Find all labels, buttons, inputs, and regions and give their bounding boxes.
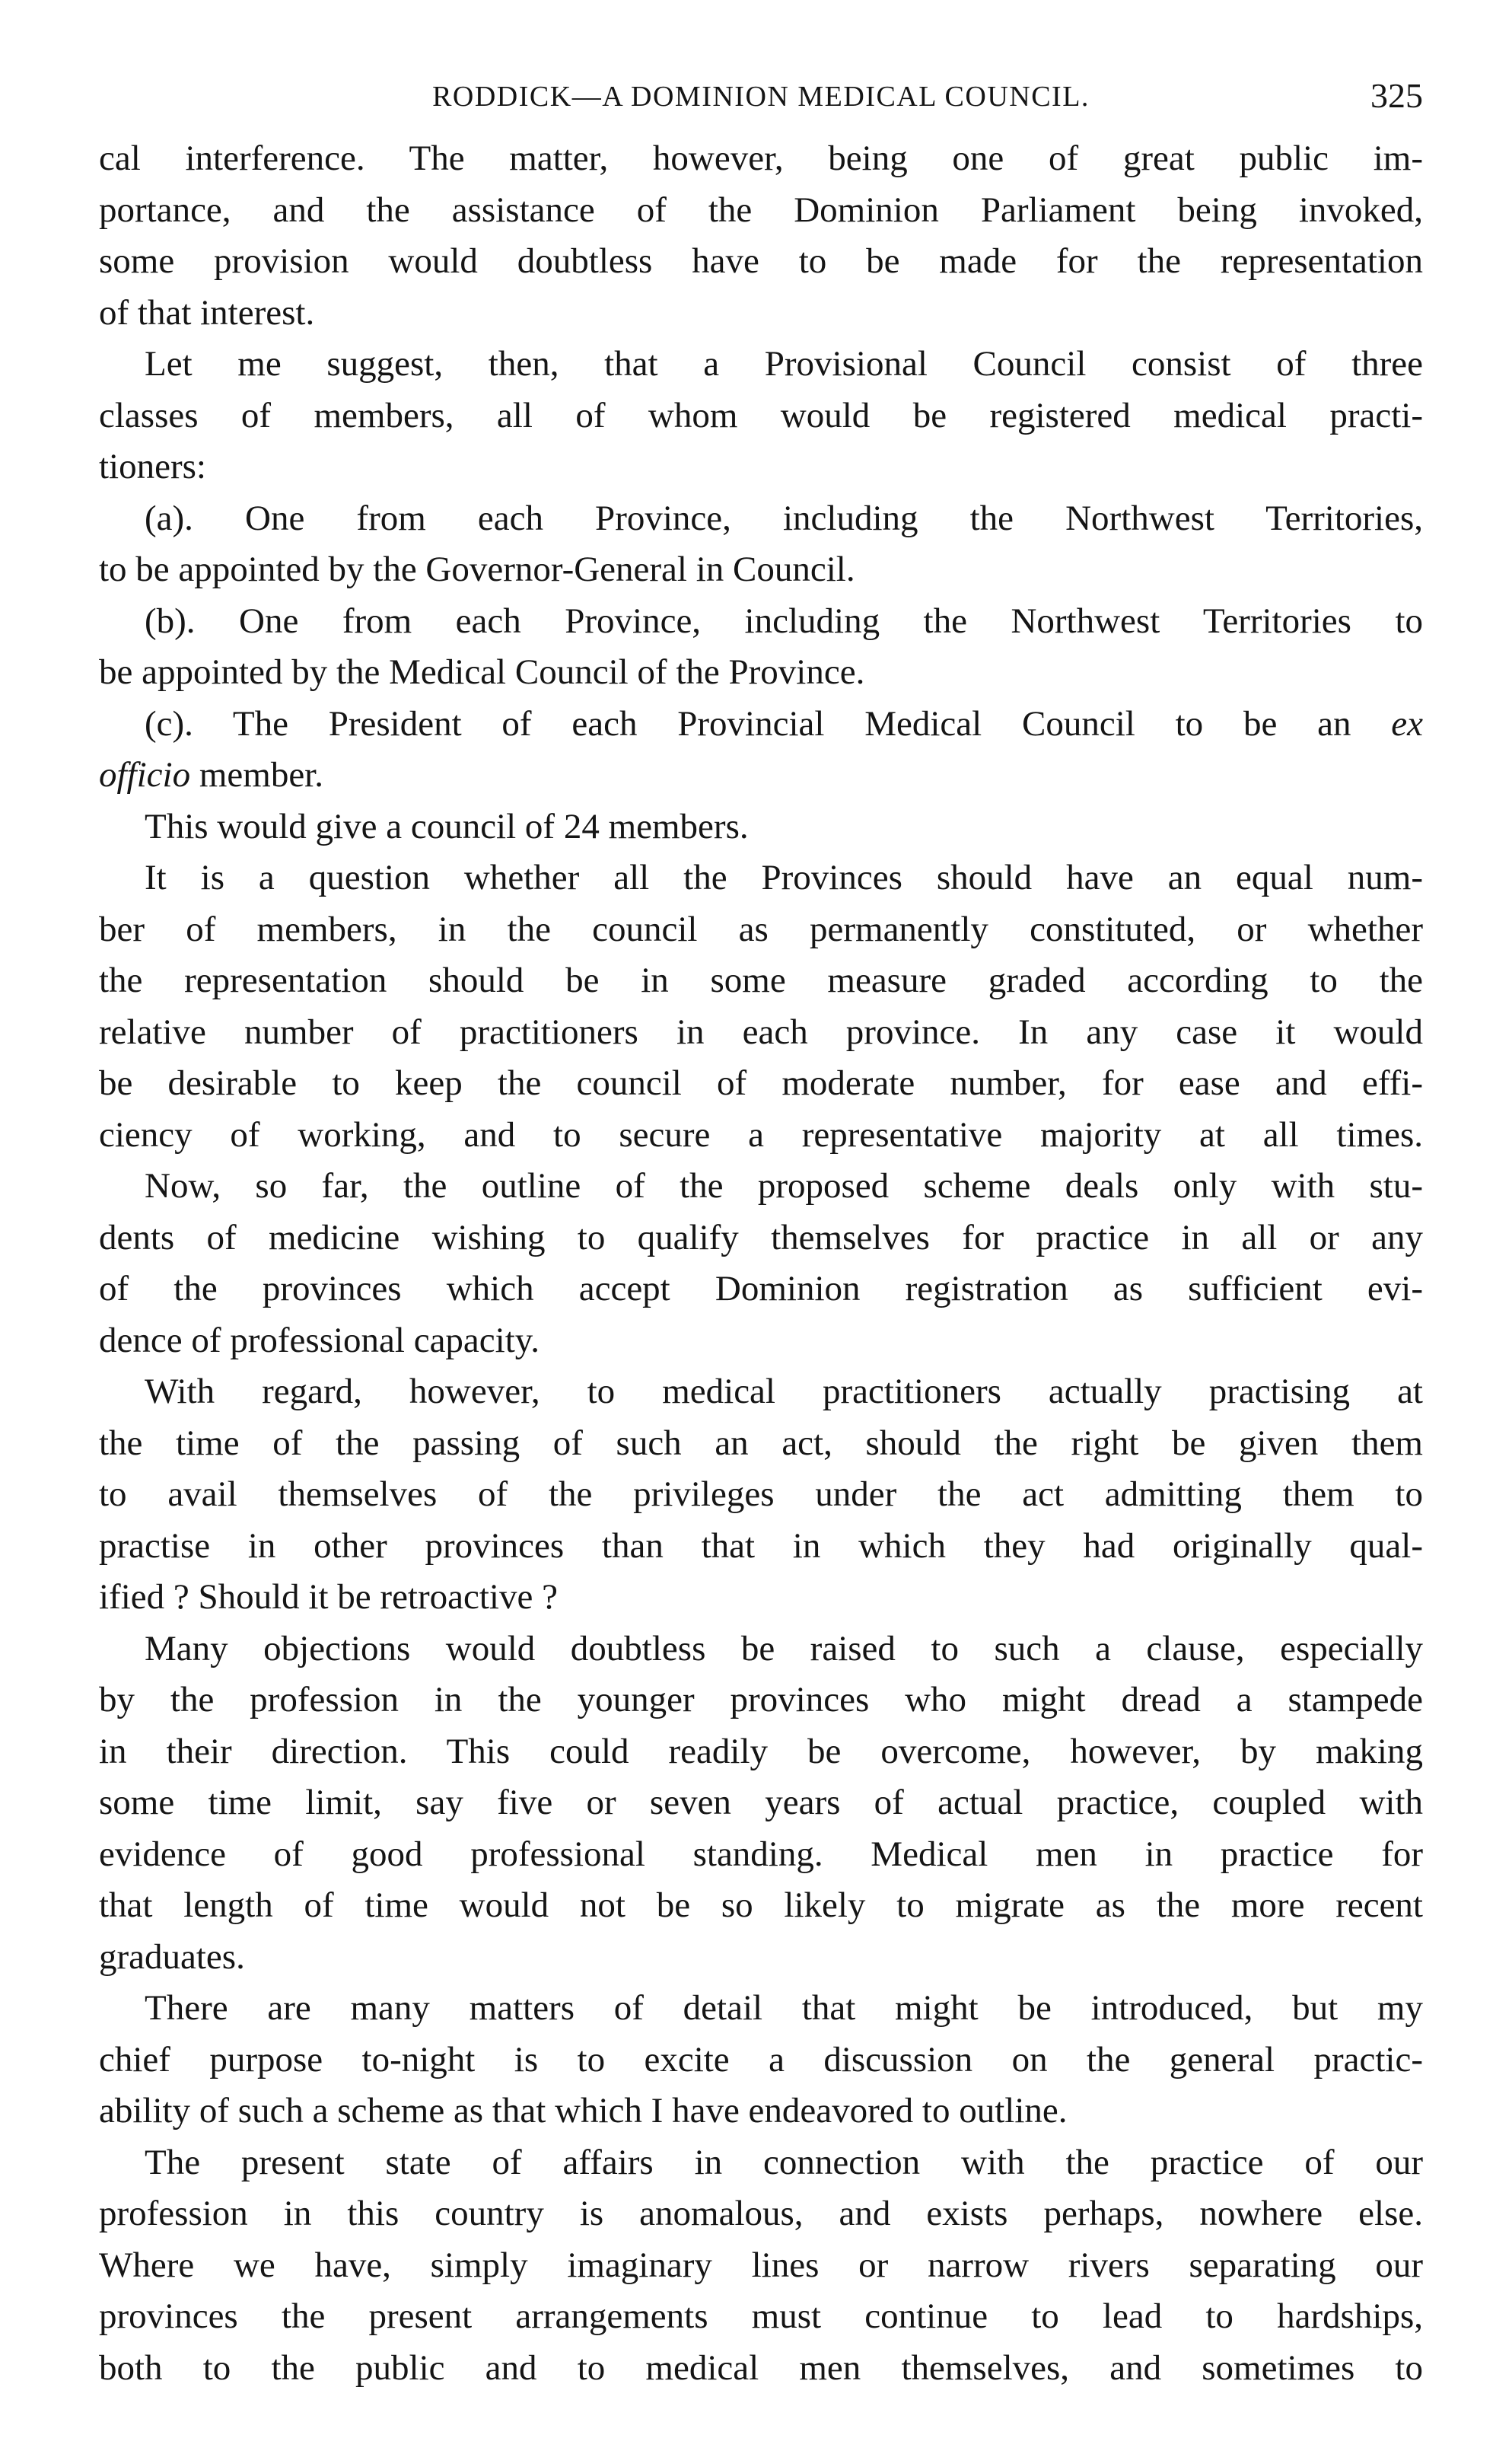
text-line: be desirable to keep the council of moderate number, for ease and effi- — [99, 1063, 1423, 1103]
text-line: be appointed by the Medical Council of the Province. — [99, 652, 865, 692]
text-line: cal interference. The matter, however, being one of great public im- — [99, 139, 1423, 178]
text-span: member. — [199, 755, 323, 795]
paragraph-12 — [99, 2137, 1423, 2395]
paragraph-4 — [99, 596, 1423, 699]
text-line: The present state of affairs in connection with the practice of our — [145, 2142, 1423, 2182]
paragraph-2 — [99, 339, 1423, 493]
text-line: by the profession in the younger provinces who might dread a stampede — [99, 1680, 1423, 1719]
text-line: Now, so far, the outline of the proposed scheme deals only with stu- — [145, 1166, 1423, 1206]
italic-officio: officio — [99, 755, 191, 795]
document-page — [99, 72, 1423, 2394]
text-line: ber of members, in the council as permanently constituted, or whether — [99, 909, 1423, 949]
text-line: Many objections would doubtless be raised to such a clause, especially — [145, 1628, 1423, 1668]
paragraph-9 — [99, 1366, 1423, 1624]
text-line — [99, 699, 1423, 751]
text-line — [99, 750, 1423, 802]
text-line: portance, and the assistance of the Dominion Parliament being invoked, — [99, 190, 1423, 230]
text-line: that length of time would not be so likely to migrate as the more recent — [99, 1885, 1423, 1925]
text-line: some provision would doubtless have to be made for the representation — [99, 241, 1423, 281]
text-line: graduates. — [99, 1936, 245, 1977]
text-line: (b). One from each Province, including the Northwest Territories to — [145, 601, 1423, 641]
text-line: tioners: — [99, 447, 206, 486]
text-line: the representation should be in some measure graded according to the — [99, 961, 1423, 1000]
paragraph-3 — [99, 493, 1423, 596]
text-line: to be appointed by the Governor-General in Council. — [99, 550, 855, 589]
text-line: practise in other provinces than that in which they had originally qual- — [99, 1525, 1423, 1566]
paragraph-6 — [99, 802, 1423, 853]
text-line: evidence of good professional standing. Medical men in practice for — [99, 1834, 1423, 1874]
paragraph-7 — [99, 853, 1423, 1161]
running-title: RODDICK—A DOMINION MEDICAL COUNCIL. — [432, 81, 1090, 113]
text-line: to avail themselves of the privileges under the act admitting them to — [99, 1474, 1423, 1514]
text-line: ciency of working, and to secure a representative majority at all times. — [99, 1114, 1423, 1155]
text-line: profession in this country is anomalous, and exists perhaps, nowhere else. — [99, 2194, 1423, 2233]
paragraph-1 — [99, 133, 1423, 339]
text-line: relative number of practitioners in each province. In any case it would — [99, 1012, 1423, 1052]
text-line: (a). One from each Province, including the Northwest Territories, — [145, 498, 1423, 538]
paragraph-10 — [99, 1624, 1423, 1984]
text-line: It is a question whether all the Provinces should have an equal num- — [145, 858, 1423, 897]
text-span: (c). The President of each Provincial Medical Council to be an — [145, 703, 1351, 744]
paragraph-5 — [99, 699, 1423, 802]
italic-ex: ex — [1391, 703, 1423, 744]
paragraph-8 — [99, 1161, 1423, 1366]
page-number: 325 — [1370, 76, 1423, 115]
text-line: in their direction. This could readily be overcome, however, by making — [99, 1731, 1423, 1771]
text-line: of the provinces which accept Dominion registration as sufficient evi- — [99, 1269, 1423, 1308]
text-line: dents of medicine wishing to qualify themselves for practice in all or any — [99, 1217, 1423, 1257]
text-line: This would give a council of 24 members. — [145, 806, 749, 846]
text-line: chief purpose to-night is to excite a discussion on the general practic- — [99, 2039, 1423, 2080]
text-line: Where we have, simply imaginary lines or narrow rivers separating our — [99, 2245, 1423, 2285]
text-line: provinces the present arrangements must continue to lead to hardships, — [99, 2296, 1423, 2336]
text-line: There are many matters of detail that might be introduced, but my — [145, 1988, 1423, 2028]
text-line: ified ? Should it be retroactive ? — [99, 1577, 558, 1617]
text-line: With regard, however, to medical practitioners actually practising at — [145, 1372, 1423, 1411]
text-line: the time of the passing of such an act, should the right be given them — [99, 1423, 1423, 1463]
text-line: both to the public and to medical men themselves, and sometimes to — [99, 2347, 1423, 2388]
text-line: dence of professional capacity. — [99, 1320, 540, 1360]
text-line: ability of such a scheme as that which I have endeavored to outline. — [99, 2091, 1068, 2131]
text-line: Let me suggest, then, that a Provisional Council consist of three — [145, 344, 1423, 384]
text-line: of that interest. — [99, 292, 315, 333]
running-head — [99, 72, 1423, 133]
text-line: classes of members, all of whom would be registered medical practi- — [99, 395, 1423, 435]
paragraph-11 — [99, 1983, 1423, 2137]
text-line: some time limit, say five or seven years of actual practice, coupled with — [99, 1783, 1423, 1822]
